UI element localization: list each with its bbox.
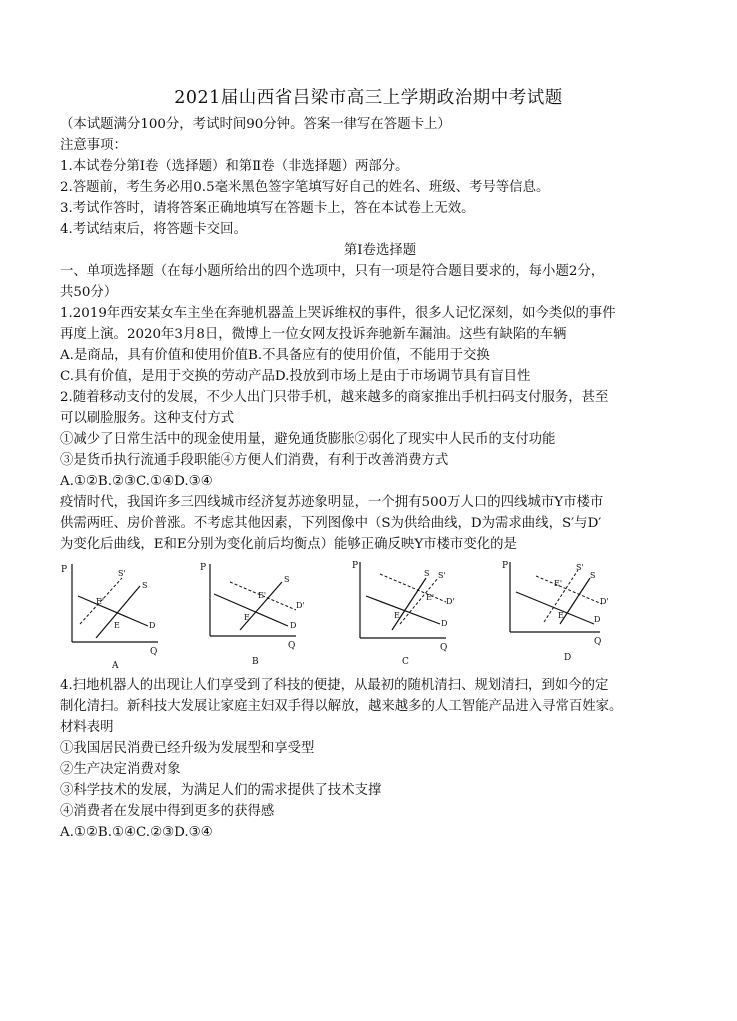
text-line: （本试题满分100分，考试时间90分钟。答案一律写在答题卡上）	[60, 117, 451, 132]
supply-demand-graphs	[0, 556, 737, 672]
text-line: ②生产决定消费对象	[60, 762, 181, 777]
label-e: E	[558, 611, 564, 620]
text-line: 3.考试作答时，请将答案正确地填写在答题卡上，答在本试卷上无效。	[60, 201, 475, 216]
caption-d: D	[564, 653, 572, 663]
label-s: S	[142, 581, 148, 590]
label-s: S	[590, 571, 596, 580]
text-line: 1.本试卷分第Ⅰ卷（选择题）和第Ⅱ卷（非选择题）两部分。	[60, 159, 409, 174]
label-d: D	[290, 621, 297, 630]
caption-c: C	[402, 657, 409, 667]
curve-d-prime	[536, 576, 602, 604]
text-line: 再度上演。2020年3月8日，微博上一位女网友投诉奔驰新车漏油。这些有缺陷的车辆	[60, 327, 567, 342]
text-line: C.具有价值，是用于交换的劳动产品D.投放到市场上是由于市场调节具有盲目性	[60, 369, 531, 384]
label-e: E	[244, 613, 250, 622]
text-line: 4.考试结束后，将答题卡交回。	[60, 222, 247, 237]
label-s-prime: S'	[438, 571, 446, 580]
graph-b	[196, 556, 316, 672]
axis-label-p: P	[200, 563, 207, 573]
label-d: D	[441, 619, 448, 628]
text-line: 2.随着移动支付的发展，不少人出门只带手机，越来越多的商家推出手机扫码支付服务，甚至	[60, 390, 609, 405]
axis-label-q: Q	[288, 641, 296, 651]
curve-d	[78, 596, 148, 626]
text-line: 材料表明	[60, 720, 114, 735]
text-line: ③是货币执行流通手段职能④方便人们消费，有利于改善消费方式	[60, 453, 449, 468]
label-d: D	[594, 615, 601, 624]
curve-s	[560, 578, 590, 624]
caption-a: A	[112, 661, 119, 671]
text-line: ④消费者在发展中得到更多的获得感	[60, 804, 275, 819]
axis-label-p: P	[352, 561, 359, 571]
text-line: 为变化后曲线，E和E分别为变化前后均衡点）能够正确反映Y市楼市变化的是	[60, 537, 517, 552]
graph-a	[58, 556, 178, 672]
label-s: S	[424, 569, 430, 578]
text-line: 一、单项选择题（在每小题所给出的四个选项中，只有一项是符合题目要求的，每小题2分，	[60, 264, 605, 279]
instructions-block	[60, 114, 710, 555]
curve-d	[516, 592, 594, 624]
text-line: 制化清扫。新科技大发展让家庭主妇双手得以解放，越来越多的人工智能产品进入寻常百姓家。	[60, 699, 623, 714]
label-s-prime: S'	[118, 569, 126, 578]
label-e: E	[394, 611, 400, 620]
axis-label-q: Q	[594, 637, 602, 647]
axis-label-q: Q	[150, 647, 158, 657]
graph-d	[496, 556, 620, 672]
text-line: 2.答题前，考生务必用0.5毫米黑色签字笔填写好自己的姓名、班级、考号等信息。	[60, 180, 550, 195]
axis-label-p: P	[61, 565, 68, 575]
text-line: 疫情时代，我国许多三四线城市经济复苏迹象明显，一个拥有500万人口的四线城市Y市楼市	[60, 495, 604, 510]
text-line: ①我国居民消费已经升级为发展型和享受型	[60, 741, 315, 756]
axis-label-p: P	[502, 561, 509, 571]
text-line: A.是商品，具有价值和使用价值B.不具备应有的使用价值，不能用于交换	[60, 348, 490, 363]
text-line: 供需两旺、房价普涨。不考虑其他因素，下列图像中（S为供给曲线，D为需求曲线，S′与D′	[60, 516, 602, 531]
section-heading: 第Ⅰ卷选择题	[343, 243, 417, 258]
label-s-prime: S'	[576, 563, 584, 572]
label-e-prime: E'	[96, 597, 105, 606]
label-e-prime: E'	[554, 579, 563, 588]
text-line: ③科学技术的发展，为满足人们的需求提供了技术支撑	[60, 783, 382, 798]
label-e-prime: E'	[258, 591, 267, 600]
axis-label-q: Q	[440, 643, 448, 653]
label-d-prime: D'	[446, 597, 455, 606]
label-d-prime: D'	[600, 597, 609, 606]
text-line: 4.扫地机器人的出现让人们享受到了科技的便捷，从最初的随机清扫、规划清扫，到如今的定	[60, 678, 609, 693]
text-line: 注意事项：	[60, 138, 127, 153]
text-line: A.①②B.①④C.②③D.③④	[60, 825, 213, 840]
text-line: 可以刷脸服务。这种支付方式	[60, 411, 235, 426]
text-line: 1.2019年西安某女车主坐在奔驰机器盖上哭诉维权的事件，很多人记忆深刻，如今类似的事件	[60, 306, 616, 321]
text-line: A.①②B.②③C.①④D.③④	[60, 474, 213, 489]
page-title: 2021届山西省吕梁市高三上学期政治期中考试题	[174, 88, 563, 108]
curve-d	[214, 594, 288, 626]
curve-s	[96, 586, 140, 638]
graph-c	[346, 556, 466, 672]
text-line: 共50分）	[60, 285, 118, 300]
label-d: D	[149, 621, 156, 630]
question-4-block	[60, 675, 710, 843]
caption-b: B	[252, 657, 259, 667]
label-s: S	[284, 575, 290, 584]
text-line: ①减少了日常生活中的现金使用量，避免通货膨胀②弱化了现实中人民币的支付功能	[60, 432, 556, 447]
label-e-prime: E'	[426, 593, 435, 602]
label-d-prime: D'	[296, 601, 305, 610]
label-e: E	[114, 621, 120, 630]
